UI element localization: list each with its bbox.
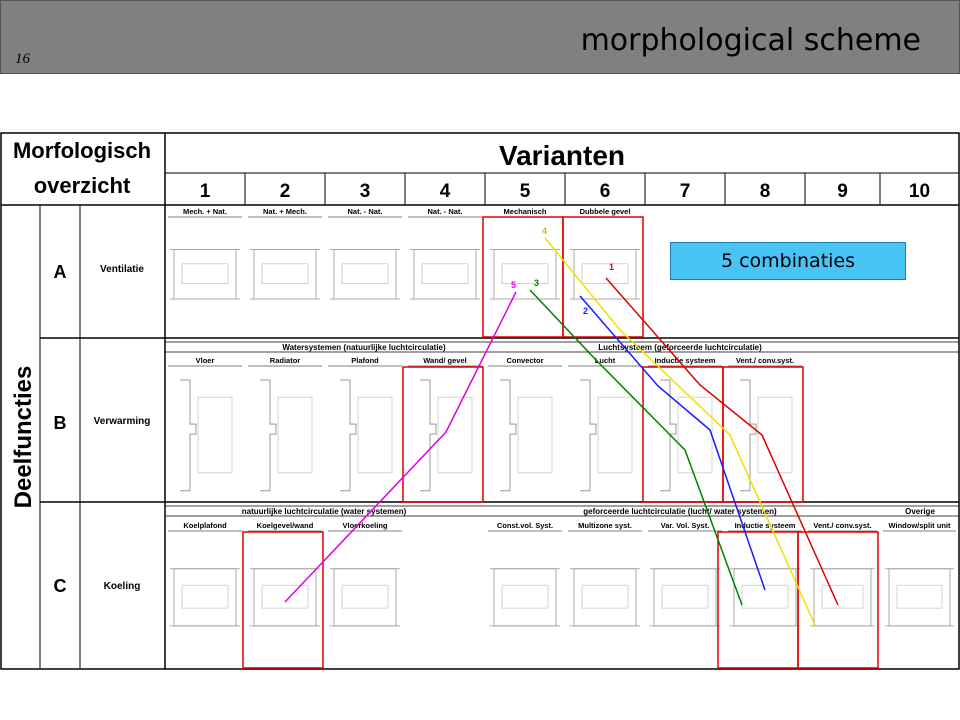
row-letter-c: C bbox=[53, 576, 67, 596]
option-label: Koelgevel/wand bbox=[256, 521, 314, 530]
option-cell-b-5 bbox=[488, 356, 562, 491]
building-section-sketch bbox=[500, 380, 552, 491]
combination-label-5: 5 bbox=[511, 280, 517, 290]
table-title-line2: overzicht bbox=[33, 173, 131, 198]
option-label: Inductie systeem bbox=[734, 521, 796, 530]
option-cell-a-3 bbox=[328, 207, 402, 299]
building-section-sketch bbox=[330, 569, 400, 626]
callout-combinations: 5 combinaties bbox=[670, 242, 906, 280]
building-section-sketch bbox=[650, 569, 720, 626]
table-border bbox=[1, 133, 959, 669]
option-label: Dubbele gevel bbox=[579, 207, 631, 216]
building-section-sketch bbox=[810, 569, 875, 626]
group-b-water: Watersystemen (natuurlijke luchtcirculatie) bbox=[282, 343, 446, 352]
highlight-a-mechanisch bbox=[483, 217, 563, 337]
option-label: Convector bbox=[506, 356, 544, 365]
building-section-sketch bbox=[170, 250, 240, 300]
row-name-c: Koeling bbox=[103, 581, 141, 592]
option-cell-b-6 bbox=[568, 356, 642, 491]
building-section-sketch bbox=[180, 380, 232, 491]
table-title-line1: Morfologisch bbox=[12, 138, 152, 163]
row-name-b: Verwarming bbox=[93, 416, 151, 427]
building-section-sketch bbox=[250, 250, 320, 300]
slide-number: 16 bbox=[15, 51, 30, 67]
highlight-a-dubbele-gevel bbox=[563, 217, 643, 337]
option-label: Vent./ conv.syst. bbox=[813, 521, 872, 530]
option-label: Multizone syst. bbox=[578, 521, 632, 530]
option-cell-c-7 bbox=[648, 521, 722, 626]
option-cell-c-5 bbox=[488, 521, 562, 626]
option-label: Nat. - Nat. bbox=[347, 207, 383, 216]
variant-number-8: 8 bbox=[759, 181, 771, 202]
option-cell-c-3 bbox=[328, 521, 402, 626]
variant-number-10: 10 bbox=[908, 181, 931, 202]
option-label: Vloerkoeling bbox=[342, 521, 388, 530]
deelfuncties-label: Deelfuncties bbox=[10, 365, 37, 509]
combination-label-1: 1 bbox=[609, 262, 615, 272]
building-section-sketch bbox=[250, 569, 320, 626]
option-cell-b-2 bbox=[248, 356, 322, 491]
group-c-forced: geforceerde luchtcirculatie (lucht/ water systemen) bbox=[583, 507, 777, 516]
option-cell-c-1 bbox=[168, 521, 242, 626]
option-label: Radiator bbox=[269, 356, 301, 365]
option-label: Vent./ conv.syst. bbox=[735, 356, 795, 365]
building-section-sketch bbox=[170, 569, 240, 626]
building-section-sketch bbox=[410, 250, 480, 300]
option-label: Vloer bbox=[195, 356, 215, 365]
building-section-sketch bbox=[260, 380, 312, 491]
variant-number-2: 2 bbox=[279, 181, 291, 202]
option-label: Mechanisch bbox=[503, 207, 547, 216]
variant-number-4: 4 bbox=[439, 181, 451, 202]
building-section-sketch bbox=[490, 250, 560, 300]
row-name-a: Ventilatie bbox=[100, 264, 144, 275]
option-cell-b-8 bbox=[728, 356, 802, 491]
group-c-natural: natuurlijke luchtcirculatie (water systemen) bbox=[241, 507, 407, 516]
option-label: Wand/ gevel bbox=[423, 356, 467, 365]
option-cell-a-6 bbox=[568, 207, 642, 299]
building-section-sketch bbox=[490, 569, 560, 626]
highlight-c-koelgevel bbox=[243, 532, 323, 668]
variant-number-1: 1 bbox=[199, 181, 211, 202]
option-label: Nat. + Mech. bbox=[263, 207, 307, 216]
option-label: Const.vol. Syst. bbox=[496, 521, 554, 530]
group-b-air: Luchtsysteem (geforceerde luchtcirculatie) bbox=[598, 343, 762, 352]
option-label: Lucht bbox=[594, 356, 616, 365]
option-cell-c-6 bbox=[568, 521, 642, 626]
combination-line-2 bbox=[580, 296, 765, 590]
option-label: Inductie systeem bbox=[654, 356, 716, 365]
varianten-label: Varianten bbox=[498, 140, 626, 171]
highlight-c-inductie bbox=[718, 532, 798, 668]
highlight-b-vent-conv bbox=[723, 367, 803, 502]
group-headers bbox=[165, 342, 959, 516]
option-cell-a-2 bbox=[248, 207, 322, 299]
variant-number-3: 3 bbox=[359, 181, 371, 202]
option-cell-a-4 bbox=[408, 207, 482, 299]
option-label: Mech. + Nat. bbox=[183, 207, 227, 216]
variant-number-row bbox=[200, 173, 930, 205]
building-section-sketch bbox=[580, 380, 632, 491]
option-cell-b-3 bbox=[328, 356, 402, 491]
building-section-sketch bbox=[660, 380, 712, 491]
option-cell-c-10 bbox=[883, 521, 956, 626]
option-cell-a-5 bbox=[488, 207, 562, 299]
option-cell-b-4 bbox=[408, 356, 482, 491]
option-cell-b-1 bbox=[168, 356, 242, 491]
option-cell-c-9 bbox=[808, 521, 877, 626]
building-section-sketch bbox=[885, 569, 954, 626]
slide-title: morphological scheme bbox=[580, 23, 921, 58]
combination-label-2: 2 bbox=[583, 306, 589, 316]
group-c-other: Overige bbox=[905, 507, 935, 516]
building-section-sketch bbox=[340, 380, 392, 491]
combination-label-4: 4 bbox=[542, 226, 548, 236]
building-section-sketch bbox=[730, 569, 800, 626]
row-letter-b: B bbox=[53, 413, 67, 433]
option-label: Var. Vol. Syst. bbox=[660, 521, 710, 530]
building-section-sketch bbox=[330, 250, 400, 300]
combination-label-3: 3 bbox=[534, 278, 540, 288]
highlight-c-vent-conv bbox=[798, 532, 878, 668]
row-letter-a: A bbox=[53, 262, 67, 282]
variant-number-7: 7 bbox=[679, 181, 691, 202]
highlight-boxes bbox=[243, 217, 878, 668]
variant-number-6: 6 bbox=[599, 181, 611, 202]
option-label: Nat. - Nat. bbox=[427, 207, 463, 216]
variant-number-5: 5 bbox=[519, 181, 531, 202]
combination-paths bbox=[285, 226, 838, 625]
option-label: Plafond bbox=[351, 356, 379, 365]
option-label: Koelplafond bbox=[183, 521, 227, 530]
option-cell-c-8 bbox=[728, 521, 802, 626]
building-section-sketch bbox=[570, 569, 640, 626]
building-section-sketch bbox=[570, 250, 640, 300]
option-cell-a-1 bbox=[168, 207, 242, 299]
option-label: Window/split unit bbox=[888, 521, 951, 530]
combination-line-4 bbox=[545, 238, 815, 625]
option-cell-c-2 bbox=[248, 521, 322, 626]
variant-number-9: 9 bbox=[837, 181, 848, 202]
